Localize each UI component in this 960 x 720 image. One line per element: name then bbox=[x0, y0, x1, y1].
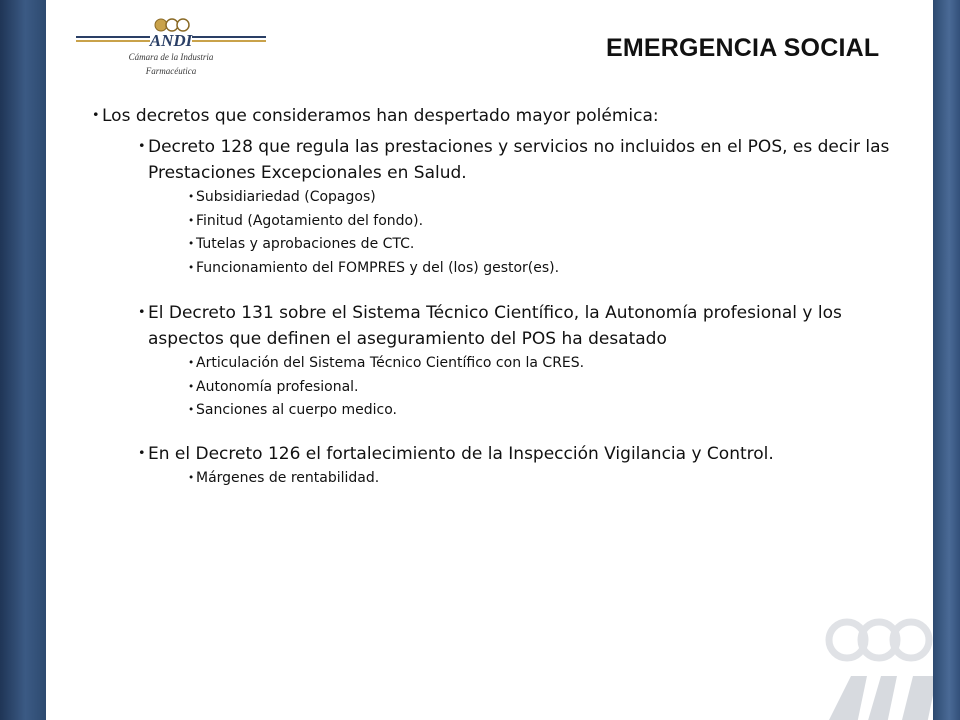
section-text: En el Decreto 126 el fortalecimiento de la Inspección Vigilancia y Control. bbox=[148, 443, 774, 464]
svg-text:ANDI: ANDI bbox=[149, 31, 193, 50]
sub-bullet-text: Funcionamiento del FOMPRES y del (los) gestor(es). bbox=[196, 259, 560, 276]
bullet-icon: • bbox=[138, 305, 146, 320]
andi-watermark-icon bbox=[817, 606, 933, 720]
sub-bullet bbox=[188, 233, 922, 257]
left-frame bbox=[0, 0, 46, 720]
sub-bullet bbox=[188, 257, 922, 281]
sub-bullet bbox=[188, 210, 922, 234]
bullet-icon: • bbox=[138, 445, 146, 461]
slide bbox=[46, 0, 933, 720]
andi-logo bbox=[76, 16, 266, 82]
logo-subtitle-1: Cámara de la Industria bbox=[128, 52, 214, 62]
intro-text: Los decretos que consideramos han despertado mayor polémica: bbox=[102, 106, 659, 126]
sub-bullet bbox=[188, 186, 922, 210]
sub-bullet-text: Finitud (Agotamiento del fondo). bbox=[196, 212, 424, 229]
sub-bullet bbox=[188, 376, 922, 400]
sub-bullet-text: Sanciones al cuerpo medico. bbox=[196, 402, 397, 418]
section-text: Decreto 128 que regula las prestaciones y servicios no incluidos en el POS, es decir las Prestaciones Excepcionales en Salud. bbox=[148, 137, 890, 183]
logo-subtitle-2: Farmacéutica bbox=[145, 66, 197, 76]
bullet-icon: • bbox=[92, 108, 100, 123]
section-text: El Decreto 131 sobre el Sistema Técnico Científico, la Autonomía profesional y los aspectos que definen el aseguramiento del POS ha desatado bbox=[148, 303, 842, 349]
sub-bullet-text: Tutelas y aprobaciones de CTC. bbox=[196, 236, 415, 252]
sub-bullet-text: Articulación del Sistema Técnico Científico con la CRES. bbox=[196, 355, 585, 371]
bullet-icon: • bbox=[138, 139, 146, 154]
slide-content bbox=[92, 104, 922, 490]
bullet-icon: • bbox=[188, 261, 195, 274]
sub-bullet-text: Autonomía profesional. bbox=[196, 378, 359, 395]
sub-bullet bbox=[188, 352, 922, 376]
slide-title: EMERGENCIA SOCIAL bbox=[606, 34, 880, 62]
section-bullet bbox=[138, 134, 922, 186]
bullet-icon: • bbox=[188, 404, 195, 416]
intro-bullet bbox=[92, 104, 922, 128]
andi-logo-graphic bbox=[76, 16, 266, 50]
bullet-icon: • bbox=[188, 471, 195, 484]
section-bullet bbox=[138, 300, 922, 352]
sub-bullet-text: Subsidiariedad (Copagos) bbox=[196, 189, 376, 205]
section-bullet bbox=[138, 441, 922, 467]
bullet-icon: • bbox=[188, 380, 195, 393]
bullet-icon: • bbox=[188, 214, 195, 227]
bullet-icon: • bbox=[188, 357, 195, 369]
bullet-icon: • bbox=[188, 238, 195, 250]
bullet-icon: • bbox=[188, 191, 195, 203]
sub-bullet bbox=[188, 467, 922, 491]
sub-bullet bbox=[188, 399, 922, 423]
right-frame bbox=[933, 0, 960, 720]
sub-bullet-text: Márgenes de rentabilidad. bbox=[196, 469, 380, 486]
